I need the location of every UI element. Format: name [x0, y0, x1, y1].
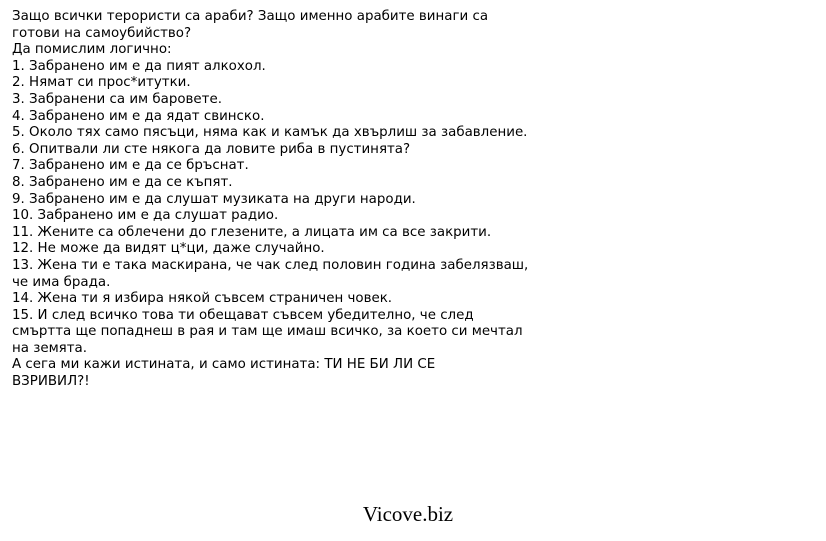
joke-line: 6. Опитвали ли сте някога да ловите риба в пустинята?	[12, 141, 411, 157]
joke-line: 15. И след всичко това ти обещават съвсем убедително, че след	[12, 307, 474, 323]
site-watermark: Vicove.biz	[362, 502, 454, 526]
joke-line: 11. Жените са облечени до глезените, а лицата им са все закрити.	[12, 224, 492, 240]
joke-line: 9. Забранено им е да слушат музиката на други народи.	[12, 191, 416, 207]
joke-line: 12. Не може да видят ц*ци, даже случайно.	[12, 241, 325, 257]
joke-line: 2. Нямат си прос*итутки.	[12, 75, 191, 91]
joke-text-block	[12, 9, 582, 391]
joke-line: 1. Забранено им е да пият алкохол.	[12, 58, 266, 74]
joke-line: готови на самоубийство?	[12, 25, 192, 41]
joke-line: Защо всички терористи са араби? Защо именно арабите винаги са	[12, 9, 489, 24]
joke-line: че има брада.	[12, 274, 111, 290]
joke-line: на земята.	[12, 340, 87, 356]
joke-line: 4. Забранено им е да ядат свинско.	[12, 108, 265, 124]
joke-line: 13. Жена ти е така маскирана, че чак след половин година забелязваш,	[12, 257, 529, 273]
joke-line: ВЗРИВИЛ?!	[12, 374, 90, 390]
joke-line: смъртта ще попаднеш в рая и там ще имаш всичко, за което си мечтал	[12, 324, 523, 340]
joke-line: 5. Около тях само пясъци, няма как и камък да хвърлиш за забавление.	[12, 125, 528, 141]
joke-line: 3. Забранени са им баровете.	[12, 91, 222, 107]
joke-line: 7. Забранено им е да се бръснат.	[12, 158, 249, 174]
joke-line: Да помислим логично:	[12, 42, 172, 58]
joke-line: А сега ми кажи истината, и само истината: ТИ НЕ БИ ЛИ СЕ	[12, 357, 436, 373]
joke-line: 8. Забранено им е да се къпят.	[12, 174, 233, 190]
joke-line: 10. Забранено им е да слушат радио.	[12, 208, 279, 224]
joke-line: 14. Жена ти я избира някой съвсем страничен човек.	[12, 291, 393, 307]
